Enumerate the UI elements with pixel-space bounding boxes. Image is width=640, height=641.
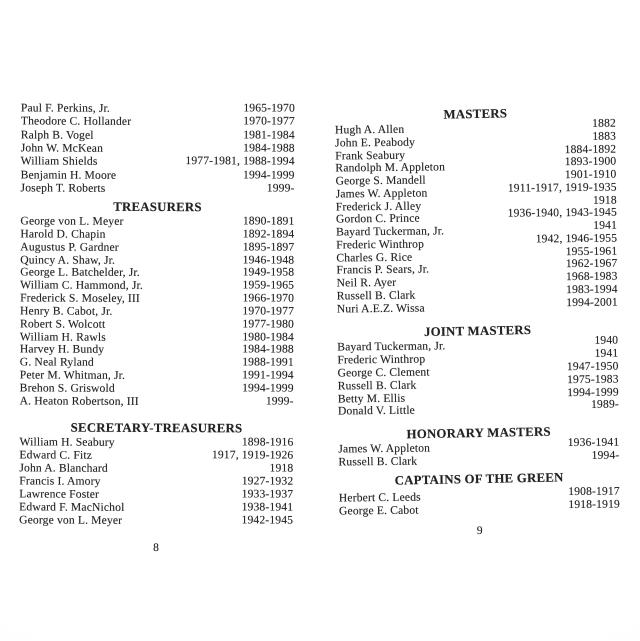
page-left xyxy=(19,0,296,641)
roster-row xyxy=(21,115,295,130)
service-years: 1994- xyxy=(591,448,620,462)
person-name: Lawrence Foster xyxy=(19,487,100,501)
person-name: Quincy A. Shaw, Jr. xyxy=(20,252,116,267)
person-name: George C. Clement xyxy=(337,365,430,380)
person-name: Hugh A. Allen xyxy=(334,122,405,137)
person-name: Paul F. Perkins, Jr. xyxy=(20,101,110,115)
person-name: George L. Batchelder, Jr. xyxy=(20,265,140,280)
person-name: Brehon S. Griswold xyxy=(19,381,115,395)
service-years: 1981-1984 xyxy=(243,128,295,142)
person-name: Nuri A.E.Z. Wissa xyxy=(336,301,425,315)
person-name: Bayard Tuckerman, Jr. xyxy=(337,339,446,354)
service-years: 1933-1937 xyxy=(241,487,294,501)
person-name: Robert S. Wolcott xyxy=(19,317,106,331)
person-name: John W. McKean xyxy=(20,141,104,155)
section-heading: CAPTAINS OF THE GREEN xyxy=(394,470,564,488)
service-years: 1938-1941 xyxy=(241,500,294,514)
service-years: 1949-1958 xyxy=(242,265,295,279)
service-years: 1917, 1919-1926 xyxy=(211,448,294,462)
roster-section xyxy=(335,106,618,315)
page-number-right: 9 xyxy=(476,524,483,538)
service-years: 1984-1988 xyxy=(243,141,295,155)
person-name: Joseph T. Roberts xyxy=(20,181,106,195)
person-name: Augustus P. Gardner xyxy=(20,240,119,254)
service-years: 1918 xyxy=(592,193,617,207)
section-heading: HONORARY MASTERS xyxy=(406,424,551,442)
person-name: Herbert C. Leeds xyxy=(338,490,421,505)
service-years: 1999- xyxy=(265,394,294,408)
service-years: 1908-1917 xyxy=(568,484,620,499)
roster-section xyxy=(337,323,619,418)
person-name: George S. Mandell xyxy=(335,173,426,188)
section-heading: TREASURERS xyxy=(113,199,202,215)
service-years: 1970-1977 xyxy=(242,304,295,318)
person-name: G. Neal Ryland xyxy=(19,355,94,370)
section-heading: JOINT MASTERS xyxy=(423,322,532,340)
roster-section xyxy=(339,471,620,518)
service-years: 1936-1941 xyxy=(567,435,620,450)
service-years: 1994-2001 xyxy=(566,295,618,309)
service-years: 1994-1999 xyxy=(243,168,295,182)
person-name: Frank Seabury xyxy=(335,148,406,162)
roster-row xyxy=(21,181,295,196)
service-years: 1968-1983 xyxy=(565,269,618,284)
section-heading: SECRETARY-TREASURERS xyxy=(70,420,243,436)
service-years: 1975-1983 xyxy=(566,372,619,386)
service-years: 1898-1916 xyxy=(241,435,294,449)
person-name: James W. Appleton xyxy=(338,441,431,456)
section-heading: MASTERS xyxy=(443,106,508,122)
person-name: Benjamin H. Moore xyxy=(20,168,117,182)
roster-section xyxy=(19,420,293,527)
person-name: Francis P. Sears, Jr. xyxy=(336,262,430,277)
person-name: Peter M. Whitman, Jr. xyxy=(19,368,126,382)
roster-section xyxy=(21,101,295,196)
person-name: Frederick J. Alley xyxy=(335,199,422,213)
service-years: 1911-1917, 1919-1935 xyxy=(507,180,617,195)
service-years: 1980-1984 xyxy=(242,329,294,344)
person-name: Donald V. Little xyxy=(337,404,416,418)
service-years: 1882 xyxy=(592,116,617,130)
person-name: Randolph M. Appleton xyxy=(335,160,446,175)
person-name: Russell B. Clark xyxy=(336,288,416,303)
person-name: Henry B. Cabot, Jr. xyxy=(20,304,113,318)
service-years: 1962-1967 xyxy=(565,256,618,271)
roster-row xyxy=(20,394,294,408)
person-name: Russell B. Clark xyxy=(338,454,418,469)
page-right xyxy=(334,0,622,641)
service-years: 1895-1897 xyxy=(242,240,295,254)
roster-row xyxy=(21,128,295,143)
service-years: 1994-1999 xyxy=(242,381,294,395)
service-years: 1893-1900 xyxy=(564,154,617,169)
service-years: 1977-1980 xyxy=(242,317,295,331)
person-name: George von L. Meyer xyxy=(20,214,124,228)
service-years: 1970-1977 xyxy=(243,114,295,128)
service-years: 1983-1994 xyxy=(566,282,618,296)
service-years: 1890-1891 xyxy=(242,214,295,228)
person-name: Charles G. Rice xyxy=(336,250,413,264)
roster-row xyxy=(21,155,295,170)
person-name: Francis I. Amory xyxy=(19,474,101,488)
service-years: 1942-1945 xyxy=(241,513,294,527)
person-name: Harvey H. Bundy xyxy=(19,342,105,357)
roster-row xyxy=(19,448,293,462)
service-years: 1966-1970 xyxy=(242,291,295,305)
person-name: Frederick S. Moseley, III xyxy=(20,291,140,305)
service-years: 1965-1970 xyxy=(243,101,295,115)
person-name: William C. Hammond, Jr. xyxy=(20,278,143,293)
service-years: 1994-1999 xyxy=(567,385,619,399)
service-years: 1941 xyxy=(594,346,619,360)
person-name: Gordon C. Prince xyxy=(335,211,420,226)
person-name: Edward C. Fitz xyxy=(19,448,93,462)
roster-row xyxy=(21,101,295,116)
person-name: Russell B. Clark xyxy=(337,378,417,393)
person-name: John A. Blanchard xyxy=(19,461,108,475)
person-name: Harold D. Chapin xyxy=(20,227,106,241)
service-years: 1892-1894 xyxy=(242,227,295,241)
service-years: 1901-1910 xyxy=(564,167,617,182)
person-name: A. Heaton Robertson, III xyxy=(19,394,139,408)
service-years: 1989- xyxy=(591,397,619,412)
service-years: 1984-1988 xyxy=(242,342,294,357)
service-years: 1918-1919 xyxy=(568,497,621,512)
service-years: 1884-1892 xyxy=(564,142,617,156)
service-years: 1959-1965 xyxy=(242,278,295,292)
service-years: 1941 xyxy=(593,218,618,232)
person-name: Betty M. Ellis xyxy=(337,391,406,406)
person-name: George E. Cabot xyxy=(338,503,419,518)
service-years: 1940 xyxy=(594,333,619,347)
page-number-left: 8 xyxy=(153,541,159,555)
person-name: Frederic Winthrop xyxy=(337,352,426,367)
person-name: William H. Rawls xyxy=(19,329,106,344)
service-years: 1991-1994 xyxy=(242,368,294,382)
service-years: 1918 xyxy=(269,461,294,475)
service-years: 1942, 1946-1955 xyxy=(535,231,618,246)
roster-section xyxy=(338,425,619,469)
page-right-sections xyxy=(334,0,621,518)
service-years: 1999- xyxy=(266,181,295,195)
person-name: Neil R. Ayer xyxy=(336,275,397,290)
service-years: 1946-1948 xyxy=(242,252,295,267)
person-name: William H. Seabury xyxy=(19,435,115,449)
person-name: James W. Appleton xyxy=(335,186,428,201)
roster-section xyxy=(20,199,295,408)
roster-row xyxy=(19,513,293,527)
person-name: John E. Peabody xyxy=(335,135,416,150)
service-years: 1955-1961 xyxy=(565,244,618,258)
service-years: 1947-1950 xyxy=(566,359,619,373)
person-name: Theodore C. Hollander xyxy=(20,114,132,129)
service-years: 1977-1981, 1988-1994 xyxy=(185,154,295,168)
person-name: William Shields xyxy=(20,154,98,169)
person-name: Edward F. MacNichol xyxy=(19,500,125,514)
roster-row xyxy=(21,168,295,183)
roster-row xyxy=(20,381,294,395)
person-name: Bayard Tuckerman, Jr. xyxy=(336,224,445,239)
person-name: Frederic Winthrop xyxy=(336,237,425,252)
roster-row xyxy=(21,141,295,156)
service-years: 1883 xyxy=(592,129,617,143)
service-years: 1988-1991 xyxy=(242,355,294,369)
person-name: Ralph B. Vogel xyxy=(20,128,94,142)
service-years: 1936-1940, 1943-1945 xyxy=(507,205,617,220)
service-years: 1927-1932 xyxy=(241,474,294,488)
page-left-sections xyxy=(19,0,295,527)
person-name: George von L. Meyer xyxy=(19,513,123,527)
